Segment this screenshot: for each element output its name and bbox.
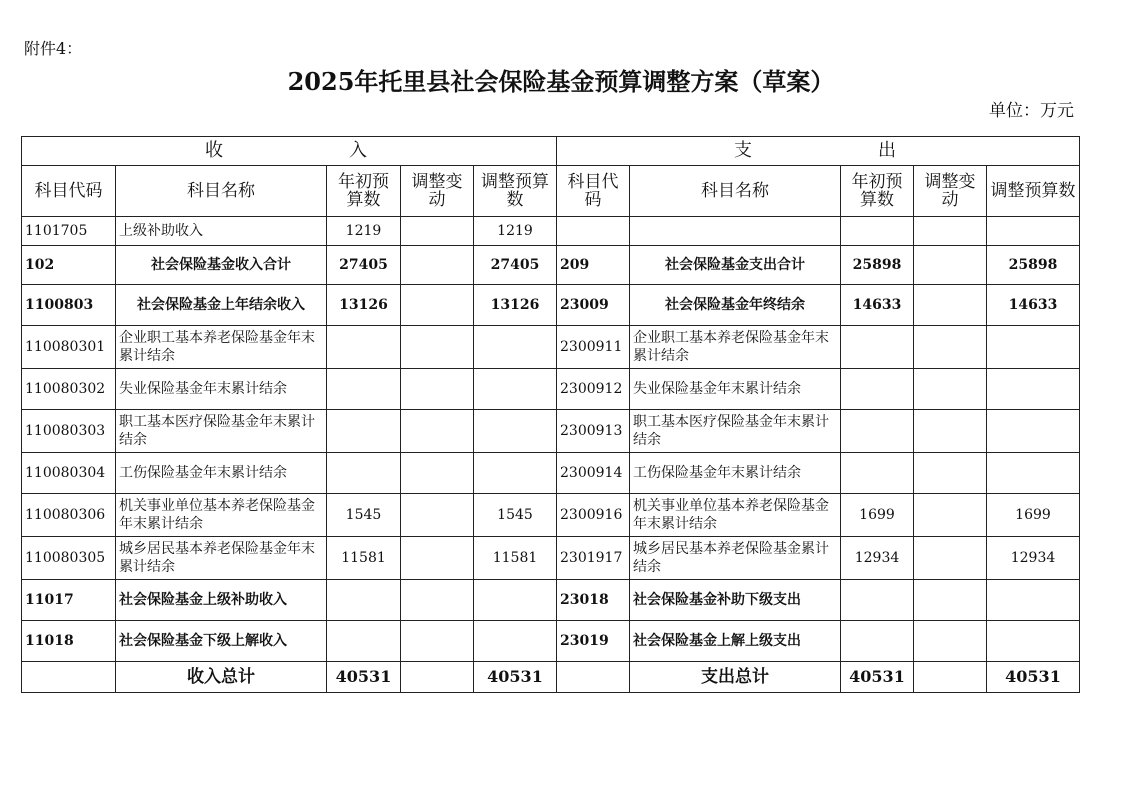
expense-name: 职工基本医疗保险基金年末累计结余: [630, 410, 841, 453]
expense-total-code-blank: [557, 662, 630, 693]
expense-section-left: 支: [734, 140, 758, 161]
income-adjusted: [474, 580, 557, 621]
income-adjust: [401, 537, 474, 580]
expense-adjust: [914, 410, 987, 453]
expense-name: [630, 217, 841, 246]
income-initial: 27405: [327, 246, 401, 285]
income-initial: [327, 326, 401, 369]
expense-adjust: [914, 453, 987, 494]
expense-adjust: [914, 580, 987, 621]
income-adjusted: 13126: [474, 285, 557, 326]
expense-adjust: [914, 621, 987, 662]
expense-adjusted: [987, 217, 1080, 246]
expense-total-label: 支出总计: [630, 662, 841, 693]
expense-adjusted: 1699: [987, 494, 1080, 537]
income-adjust: [401, 246, 474, 285]
expense-code: 2300914: [557, 453, 630, 494]
expense-code: 2301917: [557, 537, 630, 580]
income-adjust: [401, 410, 474, 453]
header-name-expense: 科目名称: [630, 166, 841, 217]
expense-code: 23018: [557, 580, 630, 621]
header-adjustment-expense: 调整变动: [914, 166, 987, 217]
header-code: 科目代码: [22, 166, 116, 217]
income-total-label: 收入总计: [116, 662, 327, 693]
expense-name: 企业职工基本养老保险基金年末累计结余: [630, 326, 841, 369]
income-total-adjust: [401, 662, 474, 693]
table-row: [22, 326, 1080, 369]
expense-name: 社会保险基金上解上级支出: [630, 621, 841, 662]
income-adjusted: 27405: [474, 246, 557, 285]
expense-adjust: [914, 217, 987, 246]
expense-initial: 12934: [841, 537, 914, 580]
expense-name: 社会保险基金补助下级支出: [630, 580, 841, 621]
expense-adjusted: [987, 410, 1080, 453]
table-row: [22, 537, 1080, 580]
expense-initial: [841, 580, 914, 621]
income-name: 社会保险基金收入合计: [116, 246, 327, 285]
income-code: 1100803: [22, 285, 116, 326]
income-adjusted: [474, 369, 557, 410]
income-adjusted: 1219: [474, 217, 557, 246]
table-row: [22, 453, 1080, 494]
expense-initial: [841, 326, 914, 369]
income-name: 失业保险基金年末累计结余: [116, 369, 327, 410]
income-section-right: 入: [349, 140, 373, 161]
header-adjustment: 调整变动: [401, 166, 474, 217]
expense-adjusted: [987, 326, 1080, 369]
header-name: 科目名称: [116, 166, 327, 217]
expense-initial: [841, 217, 914, 246]
expense-code: [557, 217, 630, 246]
income-adjust: [401, 217, 474, 246]
header-adjusted-budget-expense: 调整预算数: [987, 166, 1080, 217]
income-adjust: [401, 621, 474, 662]
income-section-left: 收: [205, 140, 229, 161]
income-adjust: [401, 285, 474, 326]
expense-initial: 14633: [841, 285, 914, 326]
expense-adjusted: [987, 621, 1080, 662]
table-row: [22, 285, 1080, 326]
income-section-header: [22, 137, 557, 166]
income-initial: 11581: [327, 537, 401, 580]
expense-code: 2300913: [557, 410, 630, 453]
attachment-label: 附件4：: [24, 39, 83, 58]
income-code: 110080302: [22, 369, 116, 410]
table-row: [22, 494, 1080, 537]
income-total-initial: 40531: [327, 662, 401, 693]
income-code: 110080306: [22, 494, 116, 537]
table-row: [22, 217, 1080, 246]
header-initial-budget: 年初预算数: [327, 166, 401, 217]
table-row: [22, 410, 1080, 453]
expense-adjusted: 12934: [987, 537, 1080, 580]
header-adjusted-budget: 调整预算数: [474, 166, 557, 217]
income-initial: [327, 369, 401, 410]
income-adjust: [401, 369, 474, 410]
income-name: 上级补助收入: [116, 217, 327, 246]
expense-name: 机关事业单位基本养老保险基金年末累计结余: [630, 494, 841, 537]
expense-adjust: [914, 285, 987, 326]
expense-name: 社会保险基金支出合计: [630, 246, 841, 285]
expense-initial: 1699: [841, 494, 914, 537]
table-row: [22, 369, 1080, 410]
income-adjusted: 1545: [474, 494, 557, 537]
unit-label: 单位：万元: [989, 101, 1074, 121]
income-initial: 13126: [327, 285, 401, 326]
header-initial-budget-expense: 年初预算数: [841, 166, 914, 217]
income-name: 社会保险基金下级上解收入: [116, 621, 327, 662]
income-name: 社会保险基金上级补助收入: [116, 580, 327, 621]
expense-name: 城乡居民基本养老保险基金累计结余: [630, 537, 841, 580]
income-name: 企业职工基本养老保险基金年末累计结余: [116, 326, 327, 369]
expense-adjusted: [987, 580, 1080, 621]
income-adjusted: [474, 453, 557, 494]
document-title: 2025年托里县社会保险基金预算调整方案（草案）: [287, 67, 835, 96]
table-row: [22, 580, 1080, 621]
income-adjusted: [474, 410, 557, 453]
column-header-row: [22, 166, 1080, 217]
income-code: 102: [22, 246, 116, 285]
income-adjusted: [474, 326, 557, 369]
expense-total-initial: 40531: [841, 662, 914, 693]
income-total-adjusted: 40531: [474, 662, 557, 693]
expense-code: 23009: [557, 285, 630, 326]
expense-initial: [841, 453, 914, 494]
expense-adjust: [914, 369, 987, 410]
header-code-expense: 科目代码: [557, 166, 630, 217]
expense-adjusted: [987, 369, 1080, 410]
income-total-code-blank: [22, 662, 116, 693]
expense-initial: 25898: [841, 246, 914, 285]
expense-adjusted: 14633: [987, 285, 1080, 326]
expense-initial: [841, 369, 914, 410]
expense-name: 工伤保险基金年末累计结余: [630, 453, 841, 494]
income-code: 110080303: [22, 410, 116, 453]
income-code: 110080305: [22, 537, 116, 580]
income-initial: 1219: [327, 217, 401, 246]
expense-name: 社会保险基金年终结余: [630, 285, 841, 326]
expense-adjust: [914, 246, 987, 285]
table-row: [22, 246, 1080, 285]
income-initial: [327, 410, 401, 453]
income-adjusted: 11581: [474, 537, 557, 580]
expense-name: 失业保险基金年末累计结余: [630, 369, 841, 410]
expense-adjust: [914, 537, 987, 580]
income-name: 工伤保险基金年末累计结余: [116, 453, 327, 494]
income-name: 城乡居民基本养老保险基金年末累计结余: [116, 537, 327, 580]
expense-adjusted: [987, 453, 1080, 494]
expense-code: 2300911: [557, 326, 630, 369]
income-name: 机关事业单位基本养老保险基金年末累计结余: [116, 494, 327, 537]
income-adjust: [401, 580, 474, 621]
income-name: 社会保险基金上年结余收入: [116, 285, 327, 326]
expense-initial: [841, 410, 914, 453]
expense-code: 2300916: [557, 494, 630, 537]
expense-adjust: [914, 326, 987, 369]
expense-adjusted: 25898: [987, 246, 1080, 285]
income-initial: [327, 580, 401, 621]
section-header-row: [22, 137, 1080, 166]
income-code: 11018: [22, 621, 116, 662]
expense-code: 2300912: [557, 369, 630, 410]
income-initial: [327, 621, 401, 662]
income-initial: [327, 453, 401, 494]
income-code: 1101705: [22, 217, 116, 246]
table-row: [22, 621, 1080, 662]
income-code: 110080304: [22, 453, 116, 494]
expense-code: 209: [557, 246, 630, 285]
expense-adjust: [914, 494, 987, 537]
budget-table: [21, 136, 1080, 693]
income-adjusted: [474, 621, 557, 662]
expense-section-header: [557, 137, 1080, 166]
totals-row: [22, 662, 1080, 693]
income-adjust: [401, 494, 474, 537]
income-code: 110080301: [22, 326, 116, 369]
income-code: 11017: [22, 580, 116, 621]
income-name: 职工基本医疗保险基金年末累计结余: [116, 410, 327, 453]
expense-code: 23019: [557, 621, 630, 662]
expense-total-adjust: [914, 662, 987, 693]
income-initial: 1545: [327, 494, 401, 537]
income-adjust: [401, 453, 474, 494]
expense-total-adjusted: 40531: [987, 662, 1080, 693]
expense-section-right: 出: [878, 140, 902, 161]
income-adjust: [401, 326, 474, 369]
expense-initial: [841, 621, 914, 662]
